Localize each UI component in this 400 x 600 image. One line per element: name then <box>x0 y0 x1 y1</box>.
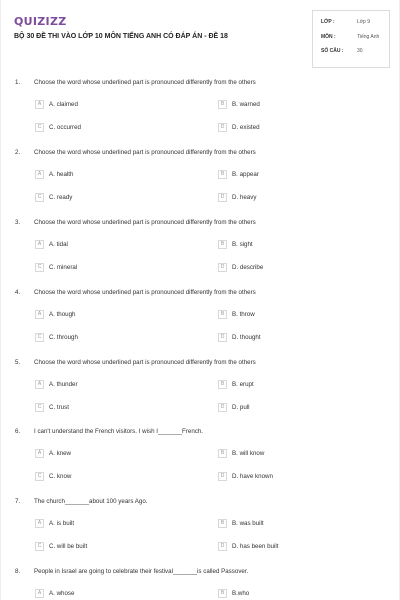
answer-option-d[interactable] <box>218 472 368 482</box>
option-text: B. erupt <box>232 381 254 388</box>
option-text: A. is built <box>49 520 75 527</box>
option-text: B. throw <box>232 311 255 318</box>
question-text: People in Israel are going to celebrate their festival_______is called Passover. <box>34 568 249 575</box>
answer-option-d[interactable] <box>218 123 368 133</box>
answer-option-b[interactable] <box>218 449 368 459</box>
option-letter-box: A <box>35 170 44 179</box>
question-item <box>1 149 400 219</box>
option-text: C. know <box>49 473 72 480</box>
option-letter-box: D <box>218 472 227 481</box>
question-item <box>1 289 400 359</box>
grade-value: Lớp 9 <box>357 19 371 25</box>
answer-option-a[interactable] <box>35 310 185 320</box>
answer-option-a[interactable] <box>35 380 185 390</box>
option-letter-box: B <box>218 240 227 249</box>
option-text: C. occurred <box>49 124 81 131</box>
option-text: A. whose <box>49 590 75 597</box>
question-text: Choose the word whose underlined part is pronounced differently from the others <box>34 289 256 296</box>
option-letter-box: C <box>35 403 44 412</box>
option-text: D. pull <box>232 404 250 411</box>
question-item <box>1 359 400 429</box>
question-item <box>1 428 400 498</box>
answer-option-d[interactable] <box>218 263 368 273</box>
answer-option-b[interactable] <box>218 310 368 320</box>
option-text: B. appear <box>232 171 259 178</box>
option-text: A. tidal <box>49 241 68 248</box>
option-letter-box: B <box>218 170 227 179</box>
answer-option-b[interactable] <box>218 240 368 250</box>
option-letter-box: B <box>218 310 227 319</box>
option-letter-box: C <box>35 472 44 481</box>
option-text: B. was built <box>232 520 264 527</box>
quizizz-logo[interactable]: QUIZIZZ <box>14 15 67 28</box>
option-letter-box: B <box>218 380 227 389</box>
answer-option-d[interactable] <box>218 193 368 203</box>
answer-option-c[interactable] <box>35 123 185 133</box>
question-number: 3. <box>15 219 21 226</box>
answer-option-c[interactable] <box>35 263 185 273</box>
option-text: C. ready <box>49 194 73 201</box>
answer-option-a[interactable] <box>35 100 185 110</box>
option-letter-box: B <box>218 100 227 109</box>
option-text: D. thought <box>232 334 261 341</box>
answer-option-b[interactable] <box>218 589 368 599</box>
answer-option-c[interactable] <box>35 403 185 413</box>
answer-option-b[interactable] <box>218 100 368 110</box>
answer-option-a[interactable] <box>35 589 185 599</box>
question-text: Choose the word whose underlined part is pronounced differently from the others <box>34 79 256 86</box>
question-number: 8. <box>15 568 21 575</box>
option-text: B. sight <box>232 241 253 248</box>
question-number: 6. <box>15 428 21 435</box>
option-letter-box: A <box>35 519 44 528</box>
option-text: C. through <box>49 334 78 341</box>
option-text: B. will know <box>232 450 265 457</box>
worksheet-title: BỘ 30 ĐỀ THI VÀO LỚP 10 MÔN TIẾNG ANH CÓ ĐÁP ÁN - ĐỀ 18 <box>14 33 228 40</box>
answer-option-b[interactable] <box>218 380 368 390</box>
option-text: C. will be built <box>49 543 88 550</box>
subject-label: MÔN : <box>321 34 336 40</box>
question-number: 7. <box>15 498 21 505</box>
question-item <box>1 498 400 568</box>
answer-option-a[interactable] <box>35 519 185 529</box>
option-text: A. knew <box>49 450 72 457</box>
option-letter-box: C <box>35 263 44 272</box>
option-letter-box: C <box>35 193 44 202</box>
option-text: A. claimed <box>49 101 78 108</box>
option-text: D. has been built <box>232 543 279 550</box>
question-item <box>1 568 400 600</box>
question-count-label: SỐ CÂU : <box>321 48 344 54</box>
option-letter-box: B <box>218 589 227 598</box>
answer-option-b[interactable] <box>218 170 368 180</box>
option-letter-box: C <box>35 333 44 342</box>
option-text: C. trust <box>49 404 69 411</box>
option-text: D. existed <box>232 124 260 131</box>
option-letter-box: D <box>218 123 227 132</box>
option-text: D. heavy <box>232 194 257 201</box>
question-list <box>1 0 400 600</box>
question-item <box>1 79 400 149</box>
option-letter-box: C <box>35 542 44 551</box>
option-text: D. describe <box>232 264 264 271</box>
question-number: 1. <box>15 79 21 86</box>
answer-option-a[interactable] <box>35 449 185 459</box>
option-text: A. though <box>49 311 76 318</box>
question-number: 4. <box>15 289 21 296</box>
option-letter-box: B <box>218 519 227 528</box>
question-text: I can't understand the French visitors. I wish I_______French. <box>34 428 204 435</box>
option-letter-box: D <box>218 333 227 342</box>
answer-option-c[interactable] <box>35 193 185 203</box>
option-letter-box: D <box>218 403 227 412</box>
answer-option-a[interactable] <box>35 240 185 250</box>
option-letter-box: A <box>35 310 44 319</box>
option-text: A. health <box>49 171 74 178</box>
answer-option-c[interactable] <box>35 542 185 552</box>
option-letter-box: A <box>35 240 44 249</box>
question-text: Choose the word whose underlined part is pronounced differently from the others <box>34 359 256 366</box>
answer-option-c[interactable] <box>35 472 185 482</box>
answer-option-d[interactable] <box>218 403 368 413</box>
option-letter-box: A <box>35 449 44 458</box>
question-number: 2. <box>15 149 21 156</box>
option-letter-box: D <box>218 263 227 272</box>
option-letter-box: D <box>218 542 227 551</box>
answer-option-a[interactable] <box>35 170 185 180</box>
option-text: A. thunder <box>49 381 78 388</box>
answer-option-c[interactable] <box>35 333 185 343</box>
option-letter-box: C <box>35 123 44 132</box>
grade-label: LỚP : <box>321 19 335 25</box>
question-text: The church_______about 100 years Ago. <box>34 498 148 505</box>
answer-option-d[interactable] <box>218 542 368 552</box>
question-count-value: 30 <box>357 48 363 54</box>
question-item <box>1 219 400 289</box>
option-letter-box: A <box>35 589 44 598</box>
option-letter-box: D <box>218 193 227 202</box>
option-text: C. mineral <box>49 264 78 271</box>
option-letter-box: A <box>35 100 44 109</box>
question-text: Choose the word whose underlined part is pronounced differently from the others <box>34 219 256 226</box>
question-text: Choose the word whose underlined part is pronounced differently from the others <box>34 149 256 156</box>
option-text: D. have known <box>232 473 273 480</box>
option-letter-box: A <box>35 380 44 389</box>
option-letter-box: B <box>218 449 227 458</box>
question-number: 5. <box>15 359 21 366</box>
answer-option-b[interactable] <box>218 519 368 529</box>
answer-option-d[interactable] <box>218 333 368 343</box>
subject-value: Tiếng Anh <box>357 34 380 40</box>
option-text: B.who <box>232 590 250 597</box>
option-text: B. warned <box>232 101 260 108</box>
